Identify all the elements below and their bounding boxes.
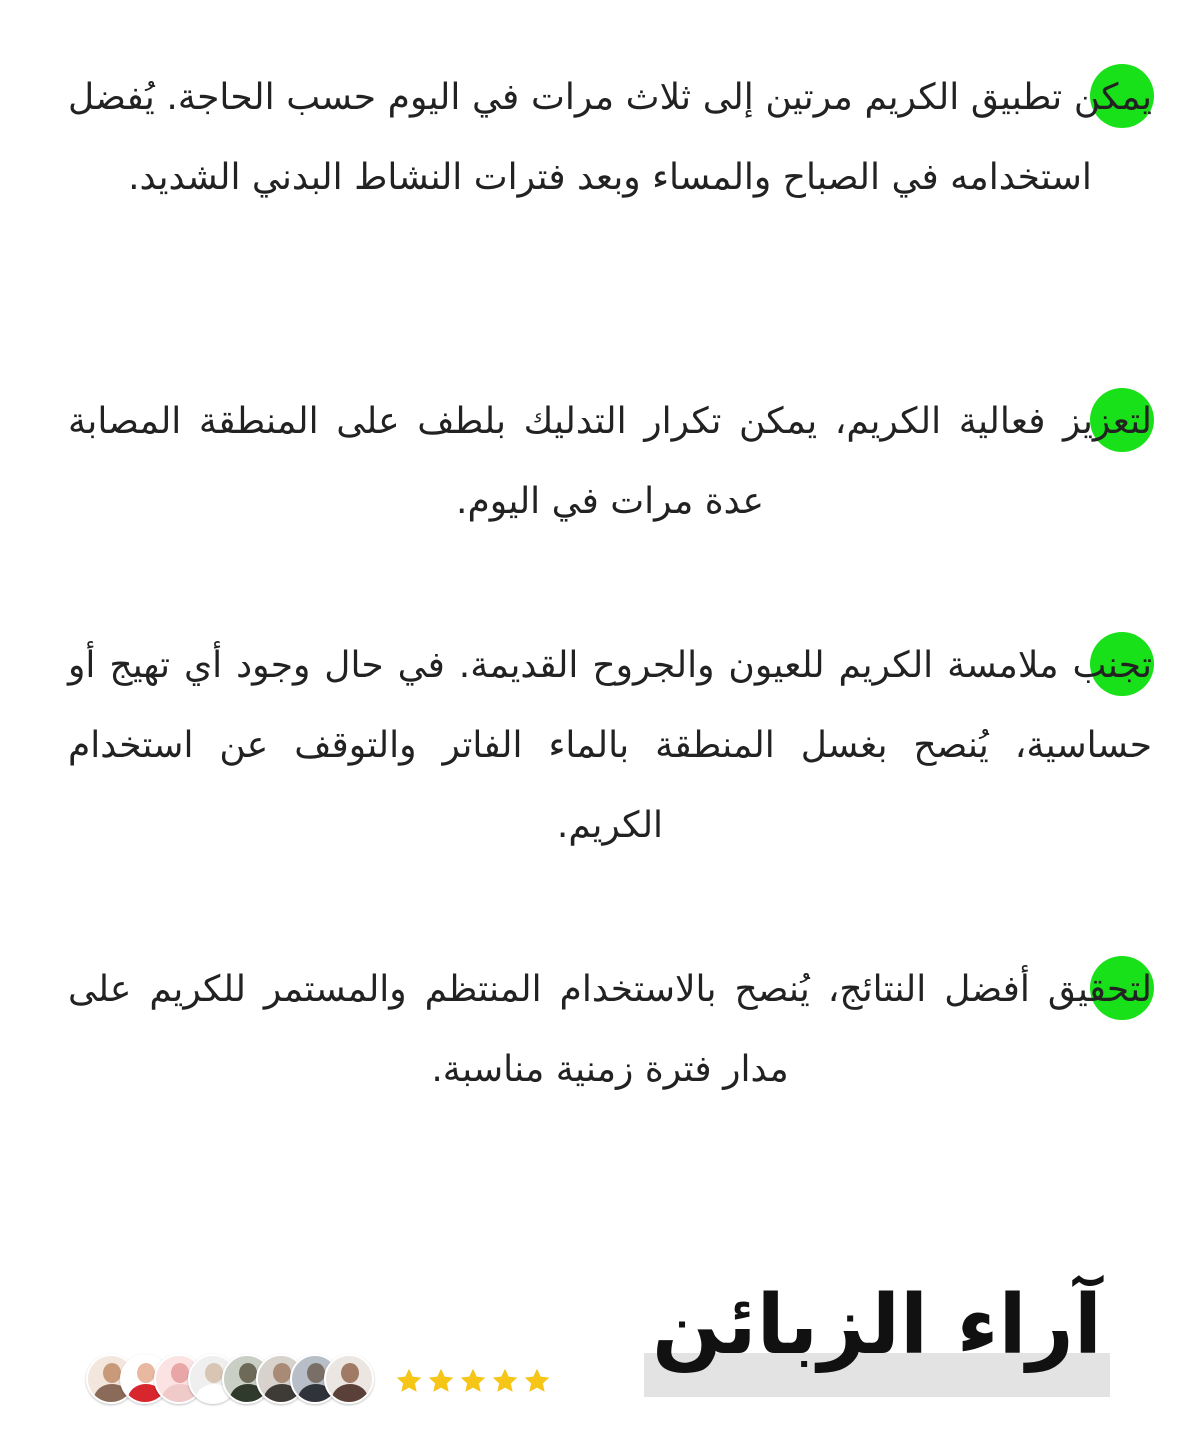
customer-avatar <box>324 1354 374 1404</box>
usage-paragraph-1 <box>68 58 1152 218</box>
usage-paragraph-2-text: لتعزيز فعالية الكريم، يمكن تكرار التدليك بلطف على المنطقة المصابة عدة مرات في اليوم. <box>68 401 1152 522</box>
star-icon <box>394 1366 424 1396</box>
reviews-heading <box>644 1270 1110 1398</box>
warning-paragraph <box>68 626 1152 866</box>
star-icon <box>522 1366 552 1396</box>
results-paragraph-text: لتحقيق أفضل النتائج، يُنصح بالاستخدام المنتظم والمستمر للكريم على مدار فترة زمنية مناسبة. <box>68 969 1152 1090</box>
rating-stars <box>394 1360 554 1402</box>
star-icon <box>458 1366 488 1396</box>
usage-paragraph-1-text: يمكن تطبيق الكريم مرتين إلى ثلاث مرات في اليوم حسب الحاجة. يُفضل استخدامه في الصباح والمساء وبعد فترات النشاط البدني الشديد. <box>68 77 1152 198</box>
customer-avatars <box>86 1354 378 1408</box>
reviews-title: آراء الزبائن <box>652 1278 1102 1373</box>
usage-paragraph-2 <box>68 382 1152 542</box>
star-icon <box>490 1366 520 1396</box>
results-paragraph <box>68 950 1152 1110</box>
star-icon <box>426 1366 456 1396</box>
warning-paragraph-text: تجنب ملامسة الكريم للعيون والجروح القديمة. في حال وجود أي تهيج أو حساسية، يُنصح بغسل المنطقة بالماء الفاتر والتوقف عن استخدام الكريم. <box>68 645 1152 846</box>
